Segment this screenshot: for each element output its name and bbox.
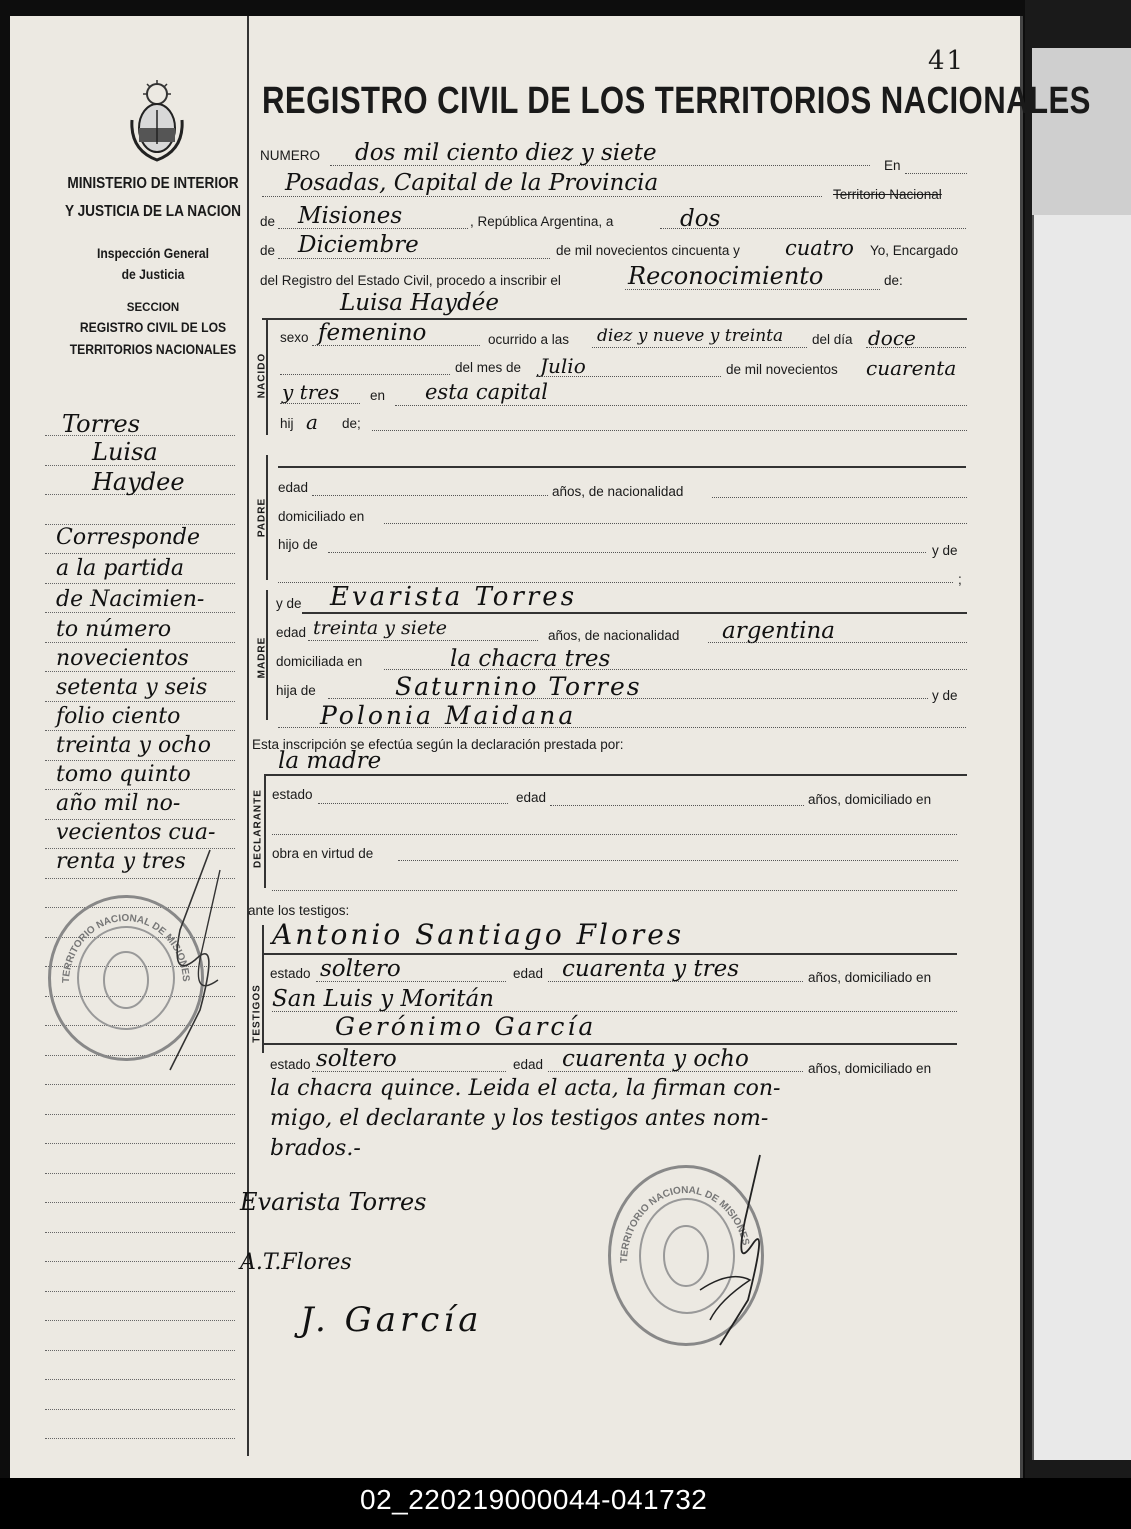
page-title: REGISTRO CIVIL DE LOS TERRITORIOS NACIONALES	[262, 80, 1091, 122]
w1-estado-label: estado	[270, 966, 311, 981]
madre-domicilio-value: la chacra tres	[450, 646, 611, 672]
madre-nac-value: argentina	[722, 618, 835, 644]
background-paper-edge	[1032, 215, 1131, 1460]
ministry-line-1: MINISTERIO DE INTERIOR	[67, 175, 239, 192]
registro-label: del Registro del Estado Civil, procedo a inscribir el	[260, 273, 561, 288]
declarante-section-label: DECLARANTE	[252, 789, 264, 868]
margin-note-line: novecientos	[56, 646, 189, 671]
margin-note-line: a la partida	[56, 556, 185, 581]
de2-label: de	[260, 243, 276, 258]
inspection-line-2: de Justicia	[121, 267, 185, 282]
encargado-label: Yo, Encargado	[870, 243, 959, 258]
hij-label: hij	[280, 416, 294, 431]
padre-section-label: PADRE	[256, 497, 268, 538]
padre-hijo-label: hijo de	[278, 537, 318, 552]
margin-note-line: to número	[56, 617, 172, 642]
madre-hija-label: hija de	[276, 683, 316, 698]
hij-value: a	[306, 410, 318, 434]
madre-edad-value: treinta y siete	[313, 617, 448, 639]
section-line-1: REGISTRO CIVIL DE LOS	[79, 320, 227, 335]
margin-ruling-line	[45, 1232, 235, 1233]
inspection-line-1: Inspección General	[96, 246, 210, 261]
margin-ruling-line	[45, 1409, 235, 1410]
margin-note-line: setenta y seis	[56, 675, 208, 700]
declarant-value: la madre	[278, 748, 382, 774]
margin-ruling-line	[45, 1173, 235, 1174]
margin-ruling-line	[45, 1143, 235, 1144]
territorio-label: Territorio Nacional	[833, 187, 942, 202]
closing-line-2: migo, el declarante y los testigos antes nom-	[270, 1106, 769, 1131]
svg-text:TERRITORIO NACIONAL DE MISIONE: TERRITORIO NACIONAL DE MISIONES	[618, 1184, 752, 1264]
nacido-en-label: en	[370, 388, 386, 403]
margin-note-line: de Nacimien-	[56, 587, 205, 612]
witness1-name: Antonio Santiago Flores	[272, 918, 685, 951]
day-value: dos	[680, 206, 721, 232]
witness2-name: Gerónimo García	[335, 1012, 597, 1041]
margin-divider	[247, 16, 249, 1456]
w1-domicilio-label: años, domiciliado en	[808, 970, 932, 985]
madre-mother-value: Polonia Maidana	[320, 701, 577, 730]
padre-semicolon: ;	[958, 572, 962, 587]
republica-label: , República Argentina, a	[470, 214, 614, 229]
w1-estado-value: soltero	[320, 956, 401, 982]
madre-yde-label: y de	[276, 596, 302, 611]
margin-ruling-line	[45, 1379, 235, 1380]
margin-ruling-line	[45, 1202, 235, 1203]
page-number: 41	[928, 46, 966, 76]
margin-firstname: Luisa	[92, 438, 158, 466]
nacido-place-value: esta capital	[425, 380, 548, 404]
en-label: En	[884, 158, 901, 173]
declarante-domicilio-label: años, domiciliado en	[808, 792, 932, 807]
margin-ruling-line	[45, 642, 235, 643]
ocurrido-label: ocurrido a las	[488, 332, 570, 347]
w2-estado-label: estado	[270, 1057, 311, 1072]
margin-note-line: año mil no-	[56, 791, 181, 816]
year-label: de mil novecientos cincuenta y	[556, 243, 740, 258]
margin-ruling-line	[45, 612, 235, 613]
margin-surname: Torres	[62, 410, 141, 438]
image-id-label: 02_220219000044-041732	[360, 1484, 708, 1515]
margin-signature-scribble	[140, 840, 235, 1080]
hour-value: diez y nueve y treinta	[597, 326, 784, 346]
margin-ruling-line	[45, 789, 235, 790]
margin-ruling-line	[45, 1261, 235, 1262]
month-value: Diciembre	[298, 232, 419, 258]
margin-note-line: vecientos cua-	[56, 820, 216, 845]
declarante-obra-label: obra en virtud de	[272, 846, 374, 861]
numero-label: NUMERO	[260, 148, 320, 163]
sexo-value: femenino	[318, 320, 427, 346]
margin-ruling-line	[45, 1438, 235, 1439]
padre-yde-label: y de	[932, 543, 958, 558]
madre-yde2-label: y de	[932, 688, 958, 703]
madre-name-value: Evarista Torres	[330, 582, 578, 612]
dia-label: del día	[812, 332, 853, 347]
mes-label: del mes de	[455, 360, 522, 375]
subject-name: Luisa Haydée	[340, 290, 499, 316]
w1-edad-value: cuarenta y tres	[562, 956, 740, 982]
padre-domiciliado-label: domiciliado en	[278, 509, 365, 524]
nacido-section-label: NACIDO	[256, 352, 268, 399]
margin-note-line: tomo quinto	[56, 762, 191, 787]
ministry-line-2: Y JUSTICIA DE LA NACION	[64, 203, 242, 220]
place-value: Posadas, Capital de la Provincia	[285, 170, 659, 196]
w2-edad-value: cuarenta y ocho	[562, 1046, 749, 1072]
nacido-year-value-1: cuarenta	[866, 356, 957, 380]
madre-father-value: Saturnino Torres	[395, 672, 642, 701]
nacido-day-value: doce	[868, 326, 916, 350]
background-paper-edge	[1032, 48, 1131, 218]
closing-line-1: la chacra quince. Leida el acta, la firman con-	[270, 1076, 781, 1101]
margin-note-line: Corresponde	[56, 525, 201, 550]
year-value: cuatro	[785, 236, 854, 260]
padre-nac-label: años, de nacionalidad	[552, 484, 684, 499]
testigos-intro: ante los testigos:	[248, 903, 350, 918]
section-label: SECCION	[126, 302, 180, 314]
margin-ruling-line	[45, 1320, 235, 1321]
declarante-edad-label: edad	[516, 790, 547, 805]
margin-ruling-line	[45, 583, 235, 584]
declarante-intro: Esta inscripción se efectúa según la declaración prestada por:	[252, 737, 624, 752]
margin-ruling-line	[45, 1350, 235, 1351]
margin-ruling-line	[45, 760, 235, 761]
margin-middlename: Haydee	[92, 468, 185, 496]
signature-mother: Evarista Torres	[240, 1188, 427, 1216]
margin-ruling-line	[45, 1114, 235, 1115]
w1-edad-label: edad	[513, 966, 544, 981]
margin-note-line: treinta y ocho	[56, 733, 211, 758]
w2-domicilio-label: años, domiciliado en	[808, 1061, 932, 1076]
testigos-section-label: TESTIGOS	[251, 984, 263, 1043]
declarante-estado-label: estado	[272, 787, 313, 802]
madre-section-label: MADRE	[256, 636, 268, 679]
margin-ruling-line	[45, 701, 235, 702]
margin-ruling-line	[45, 553, 235, 554]
margin-note-line: renta y tres	[56, 849, 186, 874]
w2-estado-value: soltero	[316, 1046, 397, 1072]
de-label: de	[260, 214, 276, 229]
svg-text:TERRITORIO NACIONAL DE MISIONE: TERRITORIO NACIONAL DE MISIONES	[60, 912, 192, 984]
official-signature-scribble	[690, 1150, 780, 1350]
madre-domiciliada-label: domiciliada en	[276, 654, 363, 669]
margin-ruling-line	[45, 730, 235, 731]
section-line-2: TERRITORIOS NACIONALES	[69, 342, 237, 357]
padre-edad-label: edad	[278, 480, 309, 495]
nacido-year-value-2: y tres	[282, 380, 340, 404]
margin-note-line: folio ciento	[56, 704, 181, 729]
margin-ruling-line	[45, 1291, 235, 1292]
province-value: Misiones	[298, 203, 403, 229]
madre-edad-label: edad	[276, 625, 307, 640]
margin-ruling-line	[45, 671, 235, 672]
signature-witness-1: A.T.Flores	[240, 1250, 352, 1275]
act-type-value: Reconocimiento	[628, 262, 824, 290]
w1-domicilio-value: San Luis y Moritán	[272, 986, 494, 1012]
de3-label: de:	[884, 273, 903, 288]
sexo-label: sexo	[280, 330, 309, 345]
nacido-de-label: de;	[342, 416, 361, 431]
madre-nac-label: años, de nacionalidad	[548, 628, 680, 643]
coat-of-arms-icon	[128, 80, 186, 162]
nacido-year-label: de mil novecientos	[726, 362, 838, 377]
nacido-month-value: Julio	[540, 354, 586, 378]
signature-witness-2: J. García	[300, 1300, 483, 1340]
margin-ruling-line	[45, 1084, 235, 1085]
closing-line-3: brados.-	[270, 1136, 361, 1161]
numero-value: dos mil ciento diez y siete	[355, 140, 657, 166]
w2-edad-label: edad	[513, 1057, 544, 1072]
